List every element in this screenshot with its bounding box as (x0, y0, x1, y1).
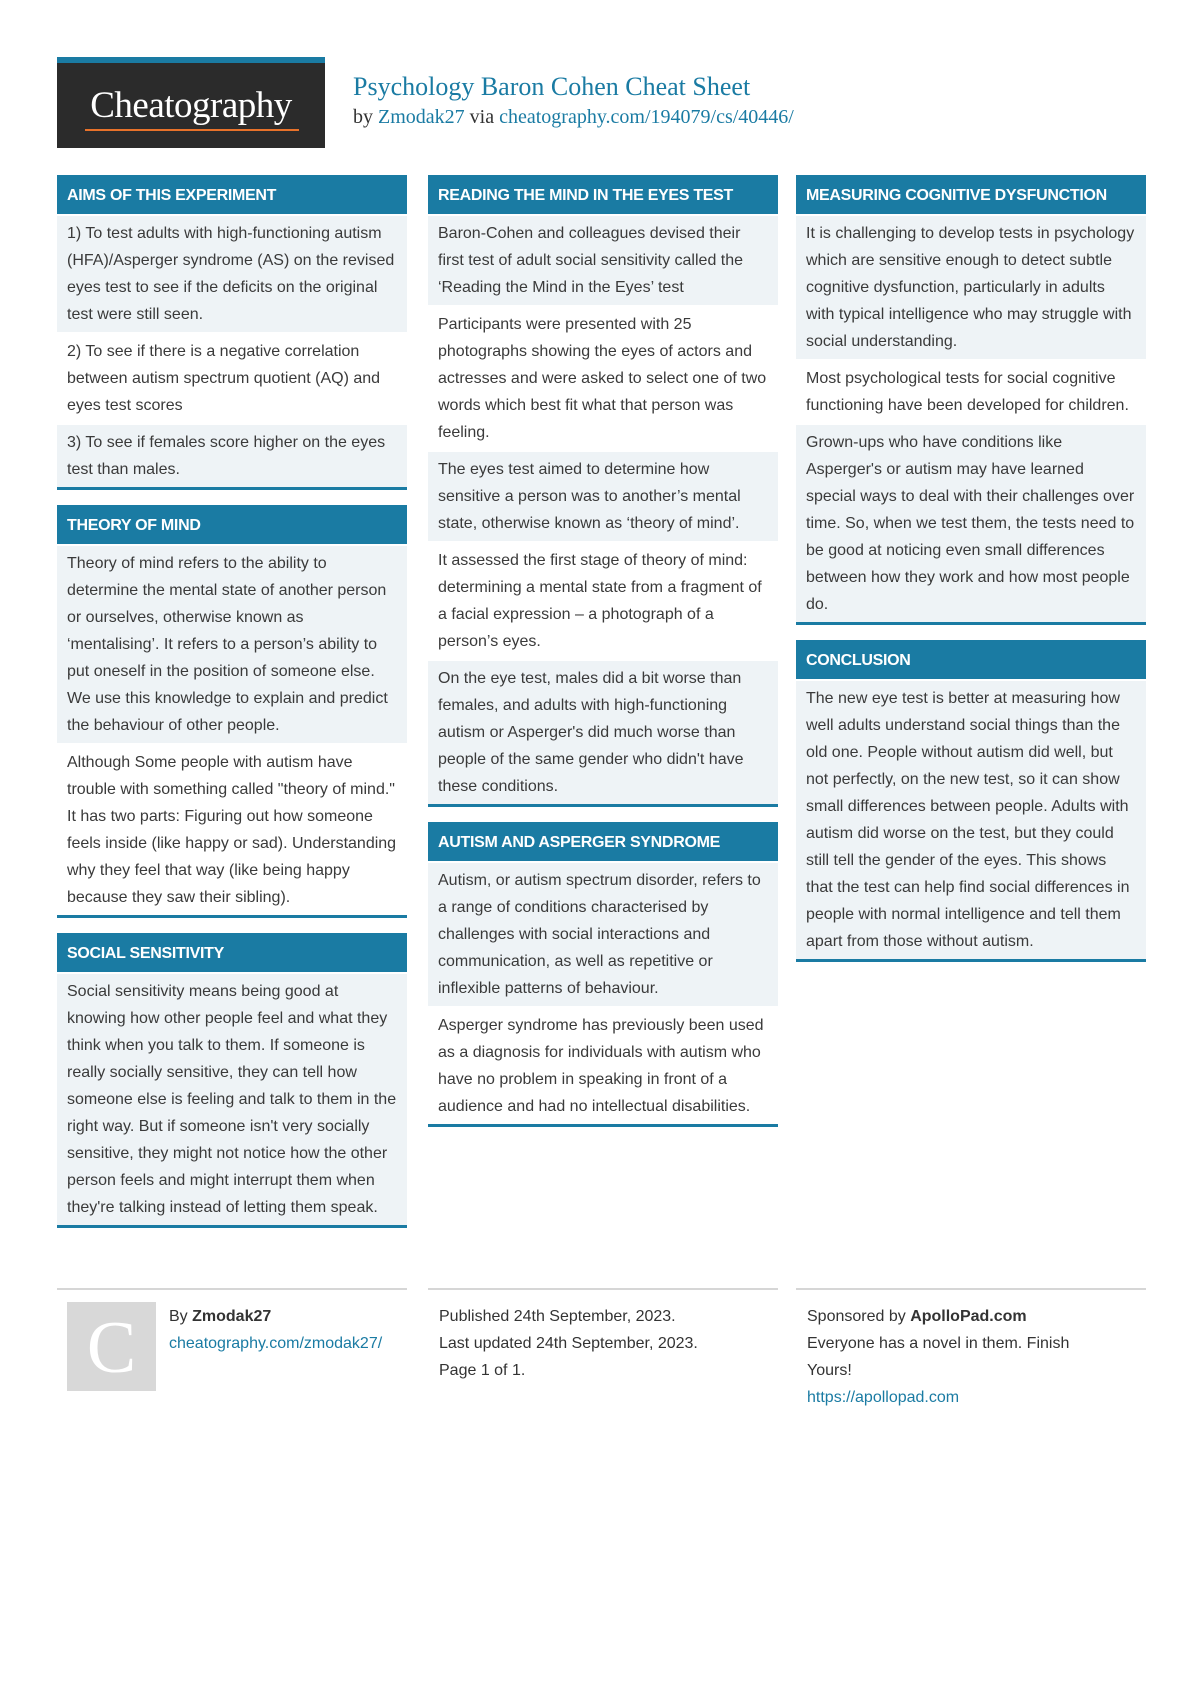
section-body (57, 972, 407, 1225)
section-title: READING THE MIND IN THE EYES TEST (428, 175, 778, 214)
cheat-section (57, 175, 407, 490)
sponsor-tagline: Everyone has a novel in them. Finish Yours! (807, 1335, 1070, 1379)
sponsor-prefix: Sponsored by (807, 1308, 906, 1325)
footer-sponsor (807, 1303, 1107, 1411)
sheet-url-link[interactable]: cheatography.com/194079/cs/40446/ (499, 106, 794, 128)
section-item: Asperger syndrome has previously been used as a diagnosis for individuals with autism who have no problem in speaking in front of a audience and had no intellectual disabilities. (428, 1008, 778, 1124)
cheat-section (796, 640, 1146, 962)
section-body (796, 679, 1146, 959)
section-body (57, 544, 407, 915)
footer-divider (57, 1288, 407, 1290)
section-title: MEASURING COGNITIVE DYSFUNCTION (796, 175, 1146, 214)
section-body (428, 861, 778, 1124)
section-item: Although Some people with autism have trouble with something called "theory of mind." It has two parts: Figuring out how someone feels inside (like happy or sad). Understanding why they feel that way (like being happy because they saw their sibling). (57, 745, 407, 915)
footer-page: Page 1 of 1. (439, 1362, 526, 1379)
footer-author-name: Zmodak27 (192, 1308, 272, 1325)
footer-author-line (169, 1303, 382, 1330)
footer-published: Published 24th September, 2023. (439, 1308, 676, 1325)
cheatography-logo[interactable] (57, 57, 325, 148)
section-body (428, 214, 778, 804)
sponsor-name: ApolloPad.com (910, 1308, 1027, 1325)
section-item: Participants were presented with 25 photographs showing the eyes of actors and actresses and were asked to select one of two words which best fit what that person was feeling. (428, 307, 778, 450)
author-link[interactable]: Zmodak27 (378, 106, 465, 128)
column-2 (428, 175, 778, 1142)
column-3 (796, 175, 1146, 977)
byline (353, 106, 794, 129)
footer-divider (428, 1288, 778, 1290)
section-title: SOCIAL SENSITIVITY (57, 933, 407, 972)
section-item: Social sensitivity means being good at knowing how other people feel and what they think when you talk to them. If someone is really socially sensitive, they can tell how someone else is feeling and talk to them in the right way. But if someone isn't very socially sensitive, they might not notice how the other person feels and might interrupt them when they're talking instead of letting them speak. (57, 974, 407, 1225)
footer-author-link[interactable]: cheatography.com/zmodak27/ (169, 1335, 383, 1352)
logo-text: Cheatography (90, 85, 292, 126)
logo-underline (85, 129, 299, 131)
section-title: CONCLUSION (796, 640, 1146, 679)
cheat-section (796, 175, 1146, 625)
column-1 (57, 175, 407, 1243)
section-item: Theory of mind refers to the ability to determine the mental state of another person or ourselves, otherwise known as ‘mentalising’. It refers to a person’s ability to put oneself in the position of someone else. We use this knowledge to explain and predict the behaviour of other people. (57, 546, 407, 743)
cheat-section (428, 175, 778, 807)
section-body (796, 214, 1146, 622)
footer-divider (796, 1288, 1146, 1290)
cheat-section (428, 822, 778, 1127)
section-item: Baron-Cohen and colleagues devised their first test of adult social sensitivity called the ‘Reading the Mind in the Eyes’ test (428, 216, 778, 305)
section-item: 2) To see if there is a negative correlation between autism spectrum quotient (AQ) and eyes test scores (57, 334, 407, 423)
section-item: Most psychological tests for social cognitive functioning have been developed for children. (796, 361, 1146, 423)
section-item: The eyes test aimed to determine how sensitive a person was to another’s mental state, otherwise known as ‘theory of mind’. (428, 452, 778, 541)
footer-author (169, 1303, 382, 1357)
section-item: It assessed the first stage of theory of mind: determining a mental state from a fragment of a facial expression – a photograph of a person’s eyes. (428, 543, 778, 659)
section-title: AIMS OF THIS EXPERIMENT (57, 175, 407, 214)
footer-by: By (169, 1308, 188, 1325)
footer-dates (439, 1303, 698, 1384)
section-body (57, 214, 407, 487)
byline-prefix: by (353, 106, 373, 128)
footer-sponsor-line (807, 1303, 1107, 1330)
section-item: 3) To see if females score higher on the eyes test than males. (57, 425, 407, 487)
page-title: Psychology Baron Cohen Cheat Sheet (353, 72, 751, 101)
byline-via: via (469, 106, 495, 128)
footer-updated: Last updated 24th September, 2023. (439, 1335, 698, 1352)
cheat-section (57, 505, 407, 918)
section-item: 1) To test adults with high-functioning autism (HFA)/Asperger syndrome (AS) on the revised eyes test to see if the deficits on the original test were still seen. (57, 216, 407, 332)
section-item: The new eye test is better at measuring how well adults understand social things than the old one. People without autism did well, but not perfectly, on the new test, so it can show small differences between people. Adults with autism did worse on the test, but they could still tell the gender of the eyes. This shows that the test can help find social differences in people with normal intelligence and tell them apart from those without autism. (796, 681, 1146, 959)
sponsor-link[interactable]: https://apollopad.com (807, 1389, 960, 1406)
avatar-letter: C (86, 1307, 137, 1389)
section-item: It is challenging to develop tests in psychology which are sensitive enough to detect subtle cognitive dysfunction, particularly in adults with typical intelligence who may struggle with social understanding. (796, 216, 1146, 359)
section-item: Grown-ups who have conditions like Asperger's or autism may have learned special ways to deal with their challenges over time. So, when we test them, the tests need to be good at noticing even small differences between how they work and how most people do. (796, 425, 1146, 622)
section-item: Autism, or autism spectrum disorder, refers to a range of conditions characterised by challenges with social interactions and communication, as well as repetitive or inflexible patterns of behaviour. (428, 863, 778, 1006)
cheat-section (57, 933, 407, 1228)
section-item: On the eye test, males did a bit worse than females, and adults with high-functioning autism or Asperger's did much worse than people of the same gender who didn't have these conditions. (428, 661, 778, 804)
author-avatar (67, 1302, 156, 1391)
section-title: AUTISM AND ASPERGER SYNDROME (428, 822, 778, 861)
section-title: THEORY OF MIND (57, 505, 407, 544)
